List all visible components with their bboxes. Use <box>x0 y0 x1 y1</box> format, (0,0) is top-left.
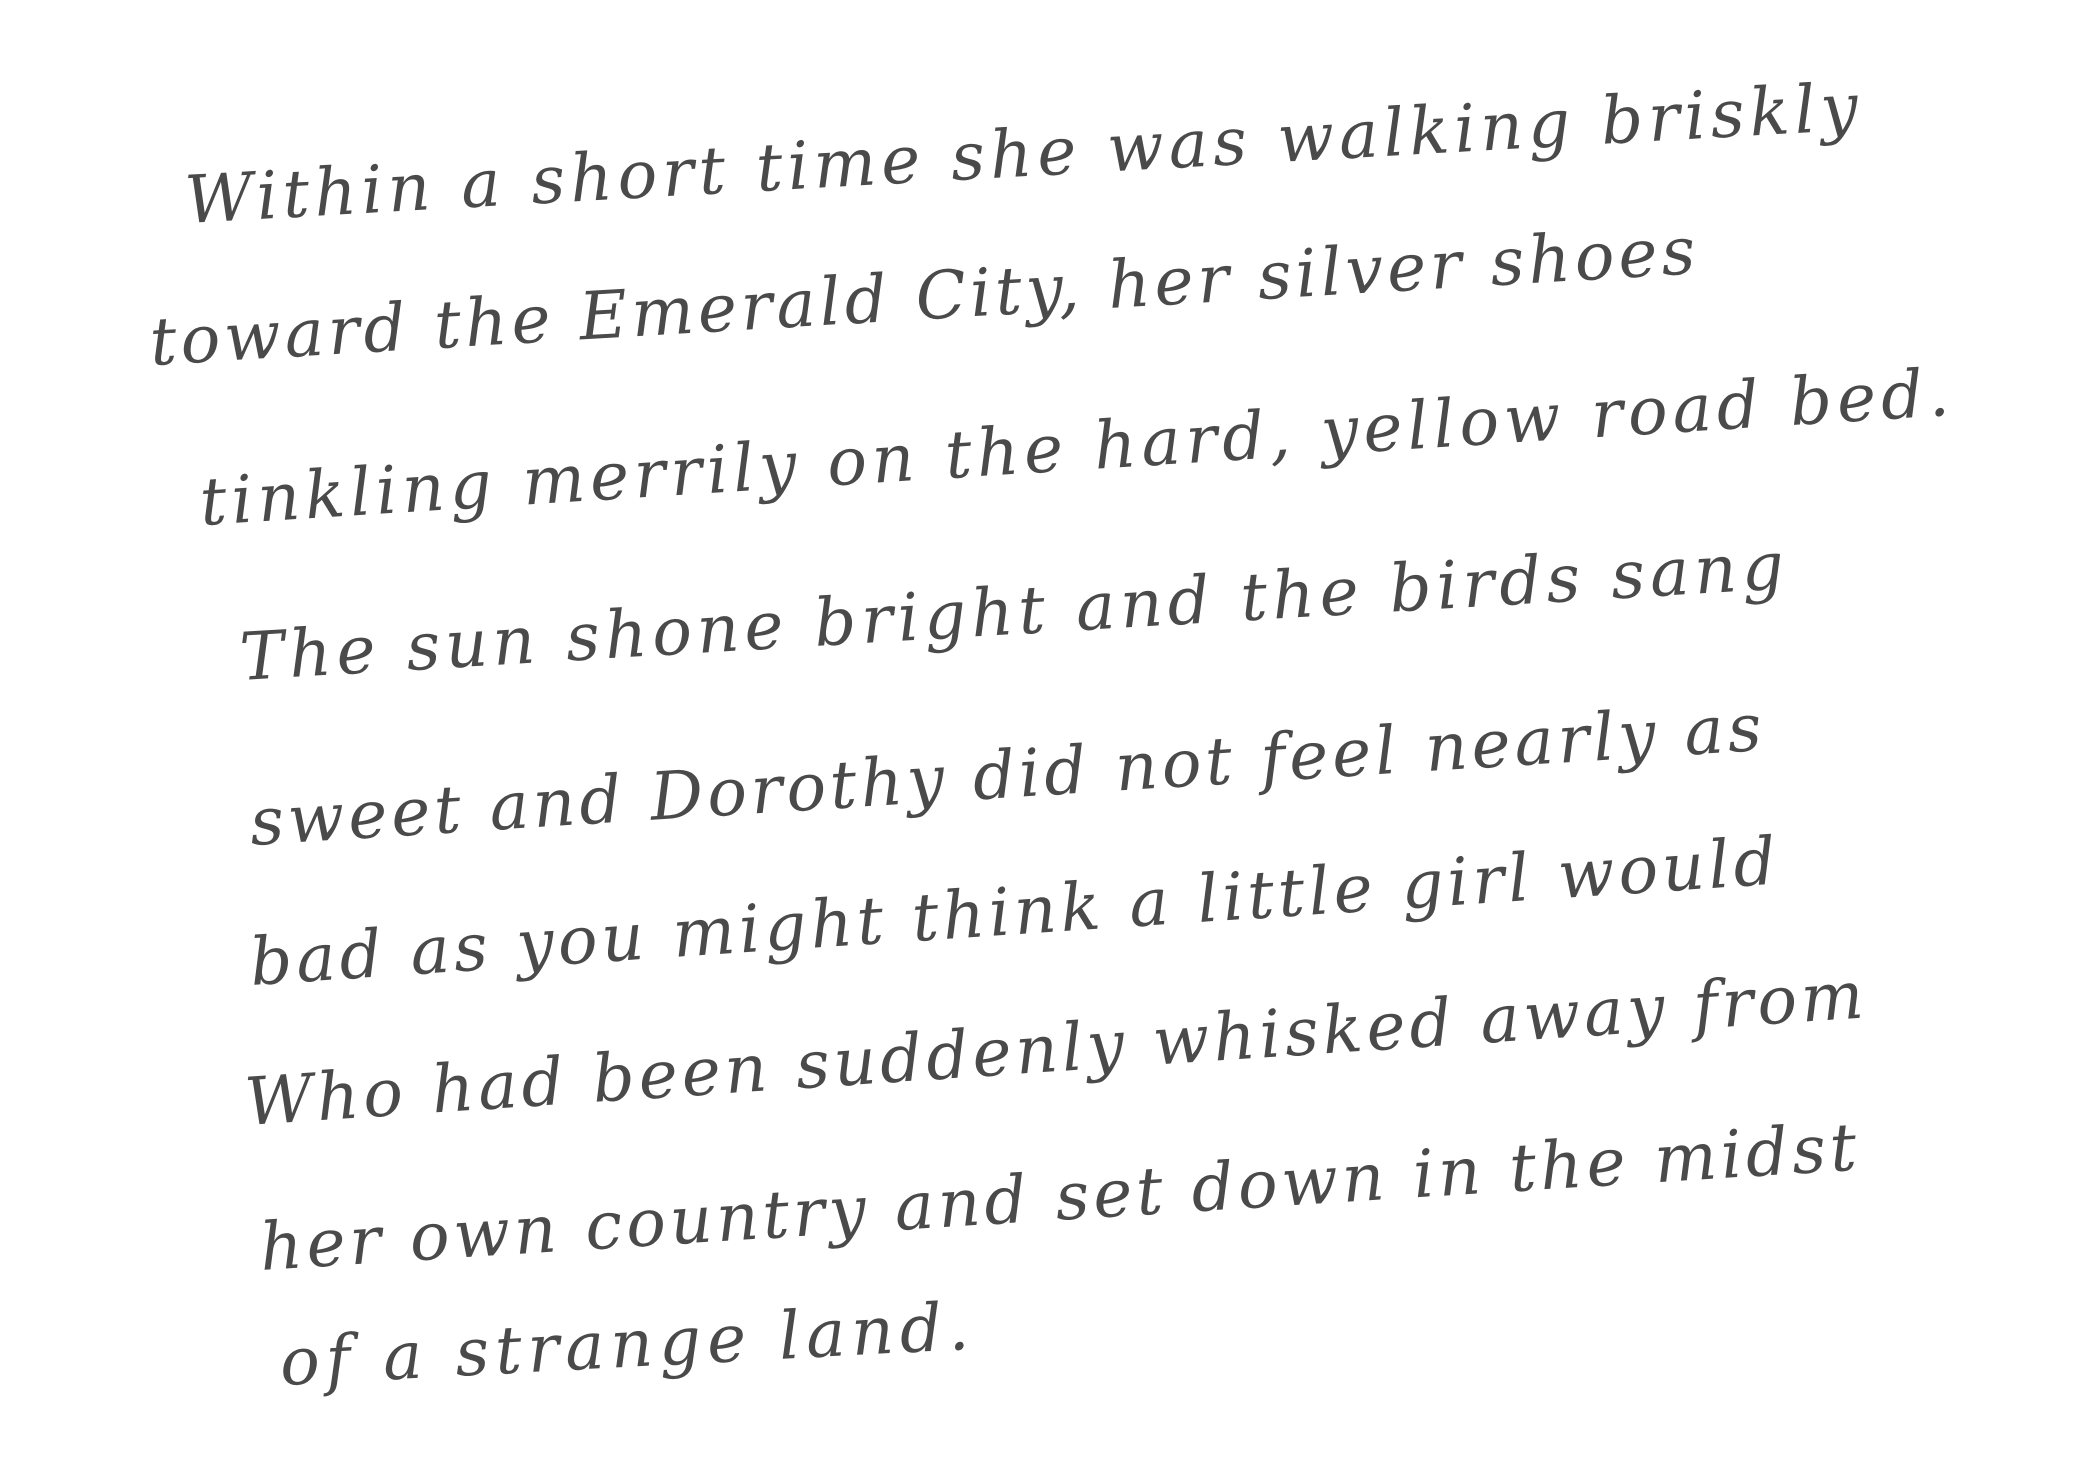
handwritten-line: sweet and Dorothy did not feel nearly as <box>247 688 1768 861</box>
handwritten-line: bad as you might think a little girl would <box>247 822 1783 1001</box>
handwritten-line: Within a short time she was walking briskly <box>182 68 1865 239</box>
handwritten-line: The sun shone bright and the birds sang <box>237 527 1791 696</box>
handwritten-line: of a strange land. <box>277 1287 977 1401</box>
handwritten-line: her own country and set down in the midst <box>257 1108 1863 1286</box>
handwritten-line: Who had been suddenly whisked away from <box>242 956 1870 1141</box>
handwritten-line: toward the Emerald City, her silver shoes <box>147 212 1702 381</box>
handwritten-line: tinkling merrily on the hard, yellow road bed. <box>197 353 1957 541</box>
